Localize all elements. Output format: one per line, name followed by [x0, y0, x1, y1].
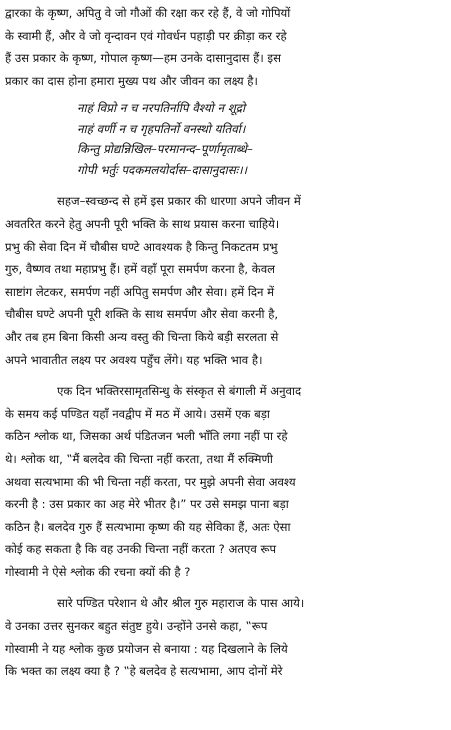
sanskrit-verse: [5, 98, 446, 180]
text-line: प्रकार का दास होना हमारा मुख्य पथ और जीवन का लक्ष्य है।: [5, 73, 258, 88]
text-line: अवतरित करने हेतु अपनी पूरी भक्ति के साथ प्रयास करना चाहिये।: [5, 216, 280, 231]
text-line: कोई कह सकता है कि वह उनकी चिन्ता नहीं करता ? अतएव रूप: [5, 542, 277, 557]
text-line: करनी है : उस प्रकार का अह मेरे भीतर है।” पर उसे समझ पाना बड़ा: [5, 497, 289, 512]
verse-line: किन्तु प्रोद्यन्निखिल–परमानन्द–पूर्णामृताब्धे–: [77, 142, 253, 157]
paragraph-krishna-servant: [5, 2, 446, 92]
text-line: प्रभु की सेवा दिन में चौबीस घण्टे आवश्यक है किन्तु निकटतम प्रभु: [5, 239, 278, 254]
text-line: हैं उस प्रकार के कृष्ण, गोपाल कृष्ण—हम उनके दासानुदास हैं। इस: [5, 51, 281, 66]
text-line: एक दिन भक्तिरसामृतसिन्धु के संस्कृत से बंगाली में अनुवाद: [57, 384, 302, 399]
text-line: द्वारका के कृष्ण, अपितु वे जो गौओं की रक्षा कर रहे हैं, वे जो गोपियों: [5, 6, 291, 20]
text-line: साष्टांग लेटकर, समर्पण नहीं अपितु समर्पण और सेवा। हमें दिन में: [5, 284, 275, 299]
text-line: के स्वामी हैं, और वे जो वृन्दावन एवं गोवर्धन पहाड़ी पर क्रीड़ा कर रहे: [5, 28, 287, 43]
text-line: कठिन है। बलदेव गुरु हैं सत्यभामा कृष्ण की यह सेविका हैं, अतः ऐसा: [5, 519, 291, 534]
paragraph-pandits-verse: [5, 380, 446, 583]
text-line: और तब हम बिना किसी अन्य वस्तु की चिन्ता किये बड़ी सरलता से: [5, 329, 279, 344]
text-line: गुरु, वैष्णव तथा महाप्रभु हैं। हमें वहाँ पूरा समर्पण करना है, केवल: [5, 262, 275, 277]
text-line: अपने भावातीत लक्ष्य पर अवश्य पहुँच लेंगे। यह भक्ति भाव है।: [5, 352, 263, 367]
text-line: कि भक्त का लक्ष्य क्या है ? ‟हे बलदेव हे सत्यभामा, आप दोनों मेरे: [5, 664, 283, 679]
text-line: सहज–स्वच्छन्द से हमें इस प्रकार की धारणा अपने जीवन में: [57, 194, 301, 209]
verse-line: नाहं वर्णी न च गृहपतिर्नो वनस्थो यतिर्वा।: [77, 121, 246, 136]
paragraph-guru-answer: [5, 592, 446, 682]
text-line: गोस्वामी ने ऐसे श्लोक की रचना क्यों की है ?: [5, 564, 191, 579]
text-line: चौबीस घण्टे अपनी पूरी शक्ति के साथ समर्पण और सेवा करनी है,: [5, 307, 279, 322]
text-line: वे उनका उत्तर सुनकर बहुत संतुष्ट हुये। उन्होंने उनसे कहा, ‟रूप: [5, 619, 268, 634]
text-line: थे। श्लोक था, ‟मैं बलदेव की चिन्ता नहीं करता, तथा मैं रुक्मिणी: [5, 451, 273, 466]
verse-line: गोपी भर्तुः पदकमलयोर्दास–दासानुदासः।।: [77, 162, 248, 177]
text-line: सारे पण्डित परेशान थे और श्रील गुरु महाराज के पास आये।: [57, 596, 305, 611]
text-line: के समय कई पण्डित यहाँ नवद्वीप में मठ में आये। उसमें एक बड़ा: [5, 406, 270, 421]
text-line: गोस्वामी ने यह श्लोक कुछ प्रयोजन से बनाया : यह दिखलाने के लिये: [5, 641, 288, 656]
paragraph-surrender-service: [5, 190, 446, 371]
text-line: अथवा सत्यभामा की भी चिन्ता नहीं करता, पर मुझे अपनी सेवा अवश्य: [5, 474, 296, 489]
verse-line: नाहं विप्रो न च नरपतिर्नापि वैश्यो न शूद्रो: [77, 101, 246, 116]
text-line: कठिन श्लोक था, जिसका अर्थ पंडितजन भली भाँति लगा नहीं पा रहे: [5, 429, 288, 444]
